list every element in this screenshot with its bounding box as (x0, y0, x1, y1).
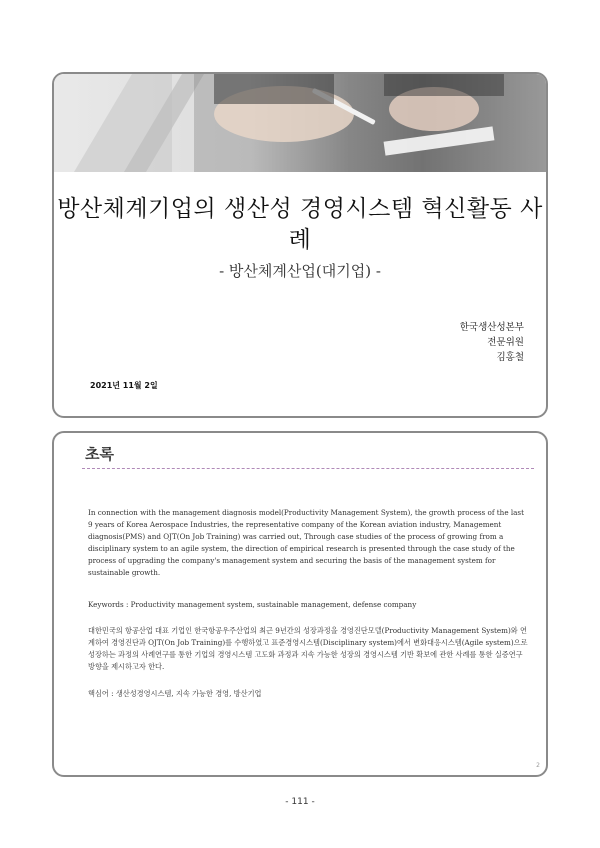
abstract-card (52, 431, 548, 777)
english-abstract: In connection with the management diagnosis model(Productivity Management System), the growth process of the last 9 years of Korea Aerospace Industries, the representative company of the Korean aviation industry, Management diagnosis(PMS) and OJT(On Job Training) was carried out, Through case studies of the process of growing from a disciplinary system to an agile system, the direction of empirical research is presented through the case study of the process of upgrading the company's management system and securing the basis of the management system for sustainable growth. (88, 508, 525, 577)
publication-date: 2021년 11월 2일 (90, 381, 158, 390)
abstract-divider (82, 468, 534, 469)
author-organization: 한국생산성본부 (459, 322, 524, 333)
korean-keywords: 핵심어 : 생산성경영시스템, 지속 가능한 경영, 방산기업 (88, 689, 262, 698)
korean-abstract: 대한민국의 항공산업 대표 기업인 한국항공우주산업의 최근 9년간의 성장과정을 경영진단모델(Productivity Management System)와 연계하여 경영진단과 OJT(On Job Training)를 수행하였고 표준경영시스템(Disciplinary system)에서 변화대응시스템(Agile system)으로 성장하는 과정의 사례연구를 통한 기업의 경영시스템 고도화 과정과 지속 가능한 성장의 경영시스템 기반 확보에 관한 사례를 통한 실증연구 방향을 제시하고자 한다. (88, 626, 528, 671)
author-block (460, 320, 524, 365)
author-name: 김홍철 (496, 352, 524, 363)
card-page-mark: 2 (536, 762, 540, 769)
title-line-2: 례 (288, 227, 312, 253)
document-subtitle: - 방산체계산업(대기업) - (219, 262, 381, 280)
author-position: 전문위원 (487, 337, 524, 348)
banner-illustration (54, 74, 546, 172)
title-line-1: 방산체계기업의 생산성 경영시스템 혁신활동 사 (57, 196, 543, 222)
cover-card (52, 72, 548, 418)
english-keywords: Keywords : Productivity management system, sustainable management, defense company (88, 600, 417, 609)
abstract-heading: 초록 (85, 445, 114, 463)
cover-banner-image (54, 74, 546, 172)
page-number: - 111 - (285, 797, 315, 807)
document-title (54, 194, 546, 256)
